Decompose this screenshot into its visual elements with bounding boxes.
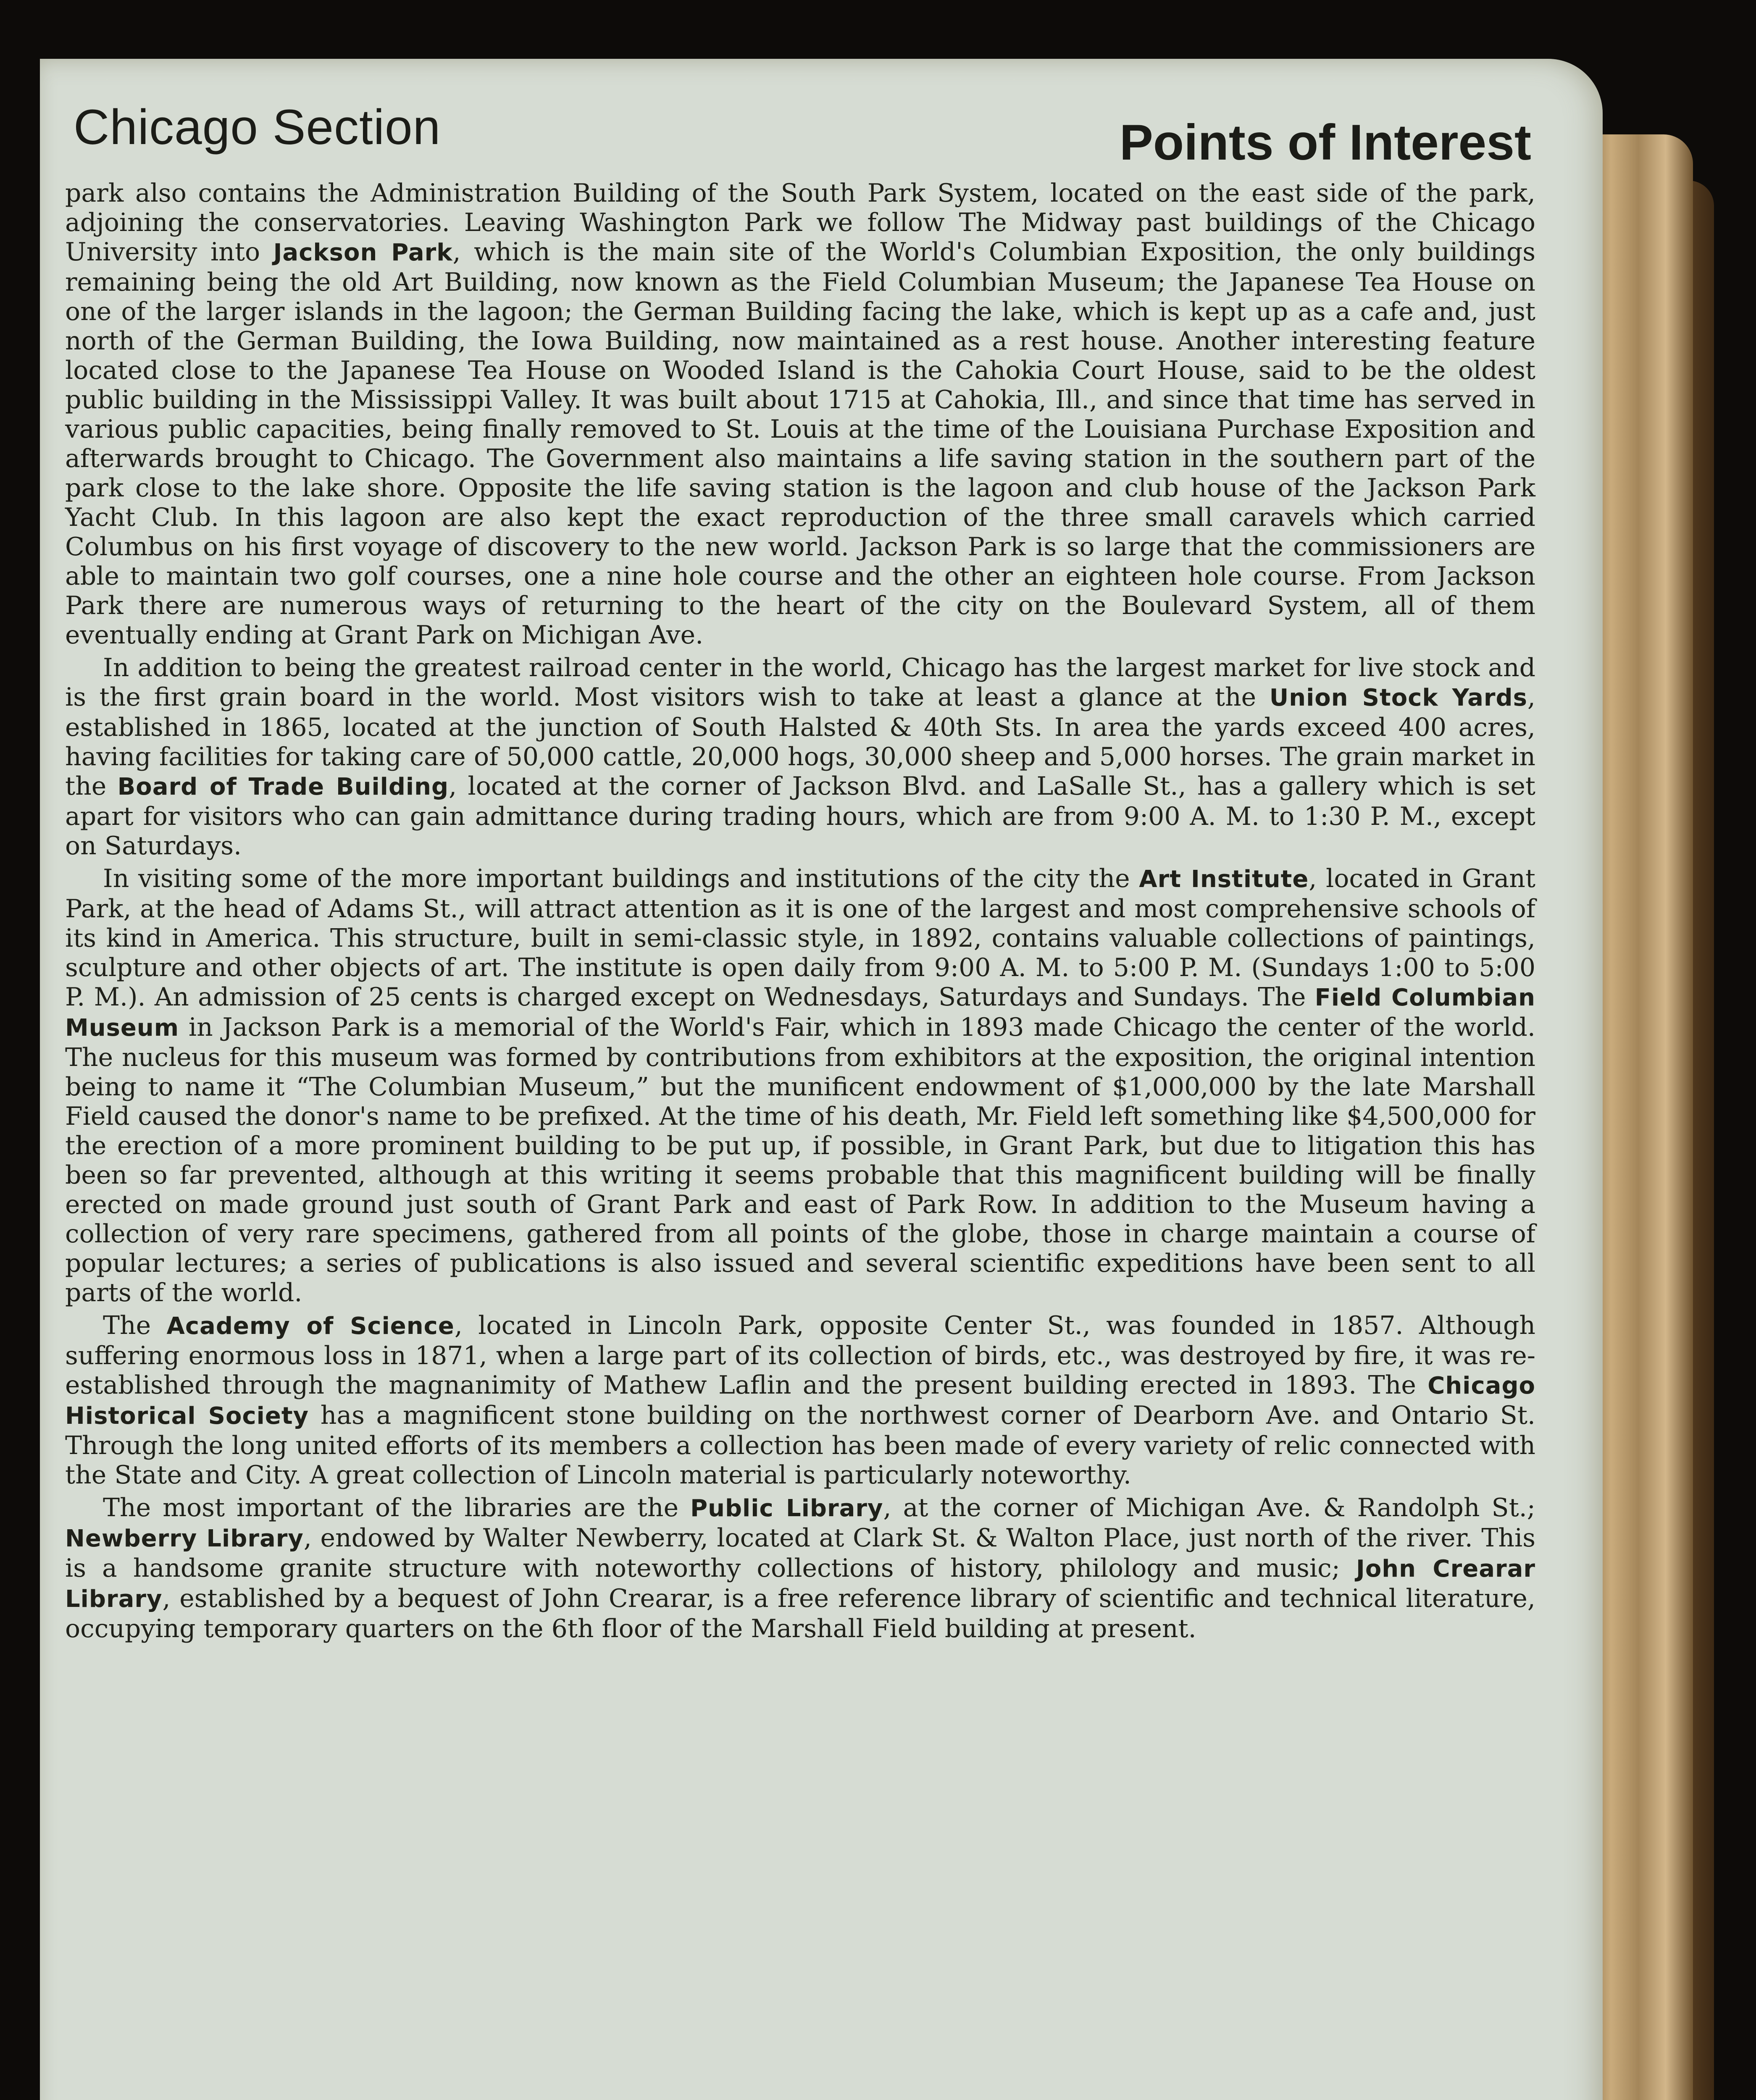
paragraph-text: , located in Lincoln Park, opposite Center St., was founded in 1857. Although suffering enormous loss in 1871, when a large part of its collection of birds, etc., was destroyed by fire, it was re-established through the magnanimity of Mathew Laflin and the present building erected in 1893. The: [65, 1311, 1535, 1400]
place-name: Public Library: [690, 1495, 883, 1522]
paragraph-text: , established in 1865, located at the junction of South Halsted & 40th Sts. In area the yards exceed 400 acres, having facilities for taking care of 50,000 cattle, 20,000 hogs, 30,000 sheep and 5,000 horses. The grain market in the: [65, 682, 1535, 801]
paragraph-text: park also contains the Administration Building of the South Park System, located on the east side of the park, adjoining the conservatories. Leaving Washington Park we follow The Midway past buildings of the Chicago University into: [65, 178, 1535, 267]
paragraph-text: In addition to being the greatest railroad center in the world, Chicago has the largest market for live stock and is the first grain board in the world. Most visitors wish to take at least a glance at the: [65, 653, 1535, 712]
paragraph-text: The: [103, 1311, 167, 1340]
book-page: [40, 59, 1603, 2100]
place-name: Union Stock Yards: [1269, 684, 1527, 711]
paragraph-text: in Jackson Park is a memorial of the World's Fair, which in 1893 made Chicago the center of the world. The nucleus for this museum was formed by contributions from exhibitors at the exposition, the original intention being to name it “The Columbian Museum,” but the munificent endowment of $1,000,000 by the late Marshall Field caused the donor's name to be prefixed. At the time of his death, Mr. Field left something like $4,500,000 for the erection of a more prominent building to be put up, if possible, in Grant Park, but due to litigation this has been so far prevented, although at this writing it seems probable that this magnificent building will be finally erected on made ground just south of Grant Park and east of Park Row. In addition to the Museum having a collection of very rare specimens, gathered from all points of the globe, those in charge maintain a course of popular lectures; a series of publications is also issued and several scientific expeditions have been sent to all parts of the world.: [65, 1013, 1535, 1307]
place-name: Newberry Library: [65, 1525, 304, 1552]
page-heading: Points of Interest: [1119, 114, 1531, 171]
body-paragraph: [65, 653, 1535, 861]
paragraph-text: In visiting some of the more important buildings and institutions of the city the: [103, 864, 1139, 893]
section-title: Chicago Section: [74, 100, 441, 155]
paragraph-text: has a magnificent stone building on the northwest corner of Dearborn Ave. and Ontario St. Through the long united efforts of its members a collection has been made of every variety of relic connected with the State and City. A great collection of Lincoln material is particularly noteworthy.: [65, 1401, 1535, 1490]
paragraph-text: , which is the main site of the World's Columbian Exposition, the only buildings remaining being the old Art Building, now known as the Field Columbian Museum; the Japanese Tea House on one of the larger islands in the lagoon; the German Building facing the lake, which is kept up as a cafe and, just north of the German Building, the Iowa Building, now maintained as a rest house. Another interesting feature located close to the Japanese Tea House on Wooded Island is the Cahokia Court House, said to be the oldest public building in the Mississippi Valley. It was built about 1715 at Cahokia, Ill., and since that time has served in various public capacities, being finally removed to St. Louis at the time of the Louisiana Purchase Exposition and afterwards brought to Chicago. The Government also maintains a life saving station in the southern part of the park close to the lake shore. Opposite the life saving station is the lagoon and club house of the Jackson Park Yacht Club. In this lagoon are also kept the exact reproduction of the three small caravels which carried Columbus on his first voyage of discovery to the new world. Jackson Park is so large that the commissioners are able to maintain two golf courses, one a nine hole course and the other an eighteen hole course. From Jackson Park there are numerous ways of returning to the heart of the city on the Boulevard System, all of them eventually ending at Grant Park on Michigan Ave.: [65, 237, 1536, 650]
paragraph-text: , established by a bequest of John Crearar, is a free reference library of scientific and technical literature, occupying temporary quarters on the 6th floor of the Marshall Field building at present.: [65, 1584, 1535, 1643]
place-name: Field Columbian Museum: [65, 984, 1535, 1042]
place-name: Board of Trade Building: [117, 773, 449, 801]
paragraph-text: , endowed by Walter Newberry, located at Clark St. & Walton Place, just north of the river. This is a handsome granite structure with noteworthy collections of history, philology and music;: [65, 1523, 1536, 1583]
paragraph-text: The most important of the libraries are the: [103, 1493, 691, 1522]
paragraph-text: , located at the corner of Jackson Blvd. and LaSalle St., has a gallery which is set apart for visitors who can gain admittance during trading hours, which are from 9:00 A. M. to 1:30 P. M., except on Saturdays.: [65, 772, 1535, 861]
body-paragraph: [65, 1493, 1535, 1643]
body-paragraph: [65, 178, 1535, 650]
article-body: [65, 178, 1535, 1647]
place-name: Chicago Historical Society: [65, 1372, 1535, 1430]
place-name: Jackson Park: [273, 239, 453, 266]
paragraph-text: , located in Grant Park, at the head of Adams St., will attract attention as it is one of the largest and most comprehensive schools of its kind in America. This structure, built in semi-classic style, in 1892, contains valuable collections of paintings, sculpture and other objects of art. The institute is open daily from 9:00 A. M. to 5:00 P. M. (Sundays 1:00 to 5:00 P. M.). An admission of 25 cents is charged except on Wednesdays, Saturdays and Sundays. The: [65, 864, 1535, 1012]
place-name: John Crearar Library: [65, 1555, 1536, 1613]
place-name: Art Institute: [1139, 866, 1309, 893]
body-paragraph: [65, 1311, 1535, 1490]
place-name: Academy of Science: [166, 1312, 455, 1340]
body-paragraph: [65, 864, 1535, 1307]
paragraph-text: , at the corner of Michigan Ave. & Randolph St.;: [883, 1493, 1536, 1522]
